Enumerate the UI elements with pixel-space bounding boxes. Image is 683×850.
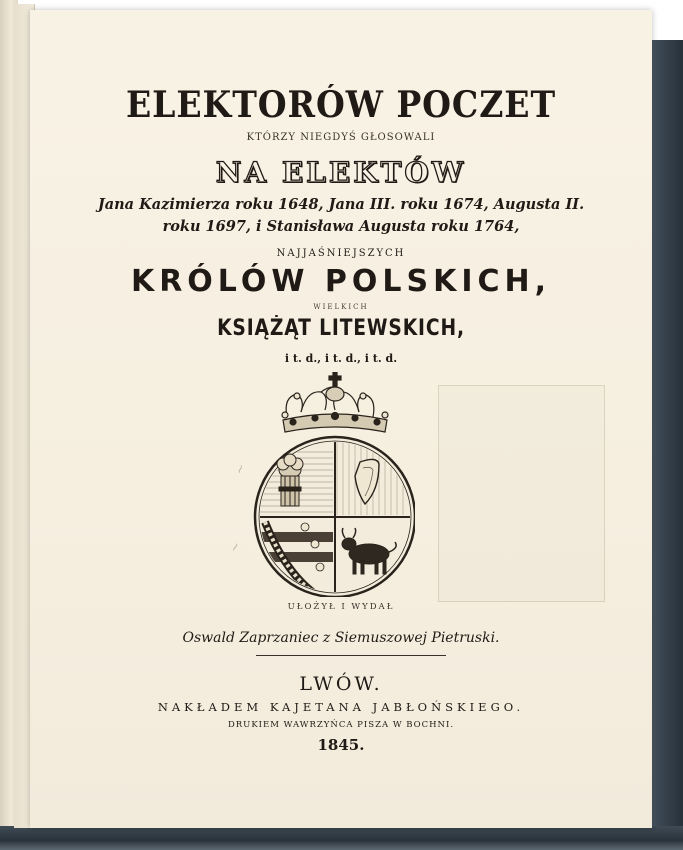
- book-title: ELEKTORÓW POCZET: [125, 84, 557, 126]
- printer: DRUKIEM WAWRZYŃCA PISZA W BOCHNI.: [227, 720, 455, 730]
- pencil-mark: ~: [226, 539, 244, 555]
- coat-of-arms-icon: [245, 372, 415, 597]
- pencil-mark: ~: [231, 461, 249, 477]
- elections-line-1: Jana Kazimierza roku 1648, Jana III. roku 1674, Augusta II.: [97, 196, 585, 213]
- publisher: NAKŁADEM KAJETANA JABŁOŃSKIEGO.: [157, 700, 525, 714]
- compiled-by-label: UŁOŻYŁ I WYDAŁ: [287, 602, 395, 612]
- title-page: [30, 10, 652, 828]
- publication-year: 1845.: [317, 736, 365, 754]
- author-name: Oswald Zaprzaniec z Siemuszowej Pietruski.: [182, 630, 500, 646]
- elections-line-2: roku 1697, i Stanisława Augusta roku 1764,: [162, 218, 520, 235]
- kings-heading: KRÓLÓW POLSKICH,: [130, 264, 552, 299]
- bleed-through-impression: [438, 385, 605, 602]
- etc-line: i t. d., i t. d., i t. d.: [284, 352, 398, 365]
- divider-rule: [256, 655, 446, 656]
- dukes-heading: KSIĄŻĄT LITEWSKICH,: [217, 316, 465, 341]
- city: LWÓW.: [299, 673, 383, 695]
- wielkich-label: WIELKICH: [313, 303, 369, 311]
- wheat-sheaf-icon: [277, 454, 303, 506]
- book-cover-bottom: [0, 826, 683, 850]
- crown-icon: [282, 372, 388, 432]
- najjasniejszych-label: NAJJAŚNIEJSZYCH: [276, 248, 406, 259]
- decorative-heading: NA ELEKTÓW: [215, 156, 467, 189]
- subtitle: KTÓRZY NIEGDYŚ GŁOSOWALI: [246, 132, 436, 143]
